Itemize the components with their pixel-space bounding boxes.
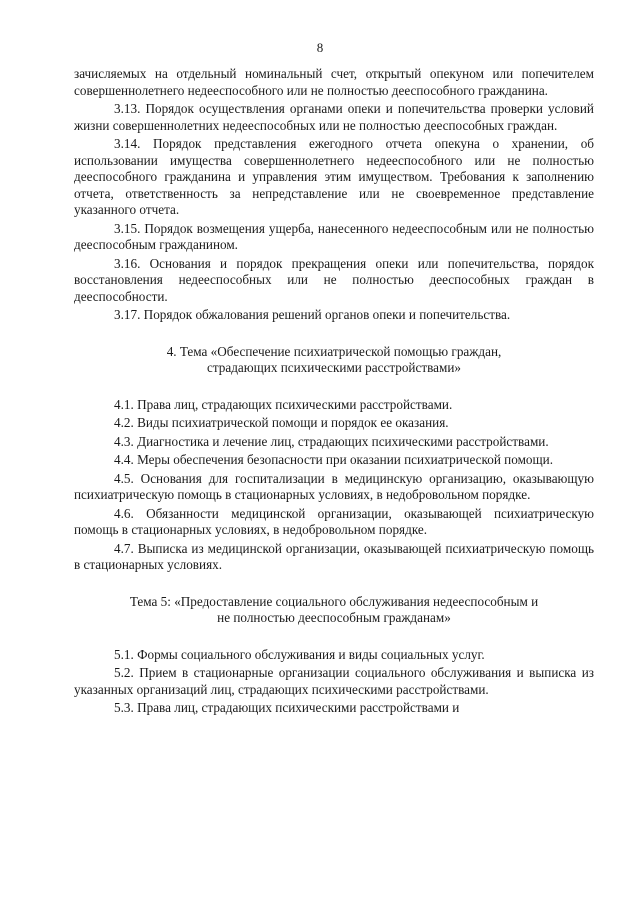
paragraph-4-6: 4.6. Обязанности медицинской организации, оказывающей психиатрическую помощь в стационарных условиях, в недобровольном порядке.: [74, 505, 594, 537]
paragraph-5-2: 5.2. Прием в стационарные организации социального обслуживания и выписка из указанных организаций лиц, страдающих психическими расстройствами.: [74, 665, 594, 697]
paragraph-continuation: зачисляемых на отдельный номинальный счет, открытый опекуном или попечителем совершеннолетнего недееспособного или не полностью дееспособного гражданина.: [74, 66, 594, 98]
paragraph-3-16: 3.16. Основания и порядок прекращения опеки или попечительства, порядок восстановления недееспособных или не полностью дееспособных граждан в дееспособности.: [74, 255, 594, 304]
topic-4-heading: [74, 344, 594, 377]
paragraph-4-4: 4.4. Меры обеспечения безопасности при оказании психиатрической помощи.: [114, 452, 554, 467]
paragraph-4-2: 4.2. Виды психиатрической помощи и порядок ее оказания.: [114, 415, 449, 430]
paragraph-4-3: 4.3. Диагностика и лечение лиц, страдающих психическими расстройствами.: [114, 433, 549, 449]
topic-5-heading: [74, 594, 594, 627]
topic-5-heading-line1: Тема 5: «Предоставление социального обслуживания недееспособным и: [129, 593, 539, 609]
paragraph-3-13: 3.13. Порядок осуществления органами опеки и попечительства проверки условий жизни совершеннолетних недееспособных или не полностью дееспособных граждан.: [74, 101, 594, 133]
topic-5-heading-line2: не полностью дееспособным гражданам»: [217, 610, 451, 625]
paragraph-5-1: 5.1. Формы социального обслуживания и виды социальных услуг.: [114, 646, 485, 662]
paragraph-4-7: 4.7. Выписка из медицинской организации, оказывающей психиатрическую помощь в стационарных условиях.: [74, 540, 594, 572]
topic-4-heading-line1: 4. Тема «Обеспечение психиатрической помощью граждан,: [166, 343, 502, 359]
paragraph-4-5: 4.5. Основания для госпитализации в медицинскую организацию, оказывающую психиатрическую помощь в стационарных условиях, в недобровольном порядке.: [74, 470, 594, 502]
topic-4-heading-line2: страдающих психическими расстройствами»: [206, 360, 462, 375]
page-number: 8: [316, 40, 324, 55]
document-body: [74, 66, 594, 719]
paragraph-3-17: 3.17. Порядок обжалования решений органов опеки и попечительства.: [114, 307, 511, 322]
paragraph-3-14: 3.14. Порядок представления ежегодного отчета опекуна о хранении, об использовании имущества совершеннолетнего недееспособного или не полностью дееспособного гражданина и управления этим имуществом. Требования к заполнению отчета, ответственность за непредставление или не своевременное представление указанного отчета.: [74, 136, 594, 217]
paragraph-5-3: 5.3. Права лиц, страдающих психическими расстройствами и: [114, 700, 460, 715]
paragraph-4-1: 4.1. Права лиц, страдающих психическими расстройствами.: [114, 396, 453, 412]
paragraph-3-15: 3.15. Порядок возмещения ущерба, нанесенного недееспособным или не полностью дееспособным гражданином.: [74, 220, 594, 252]
